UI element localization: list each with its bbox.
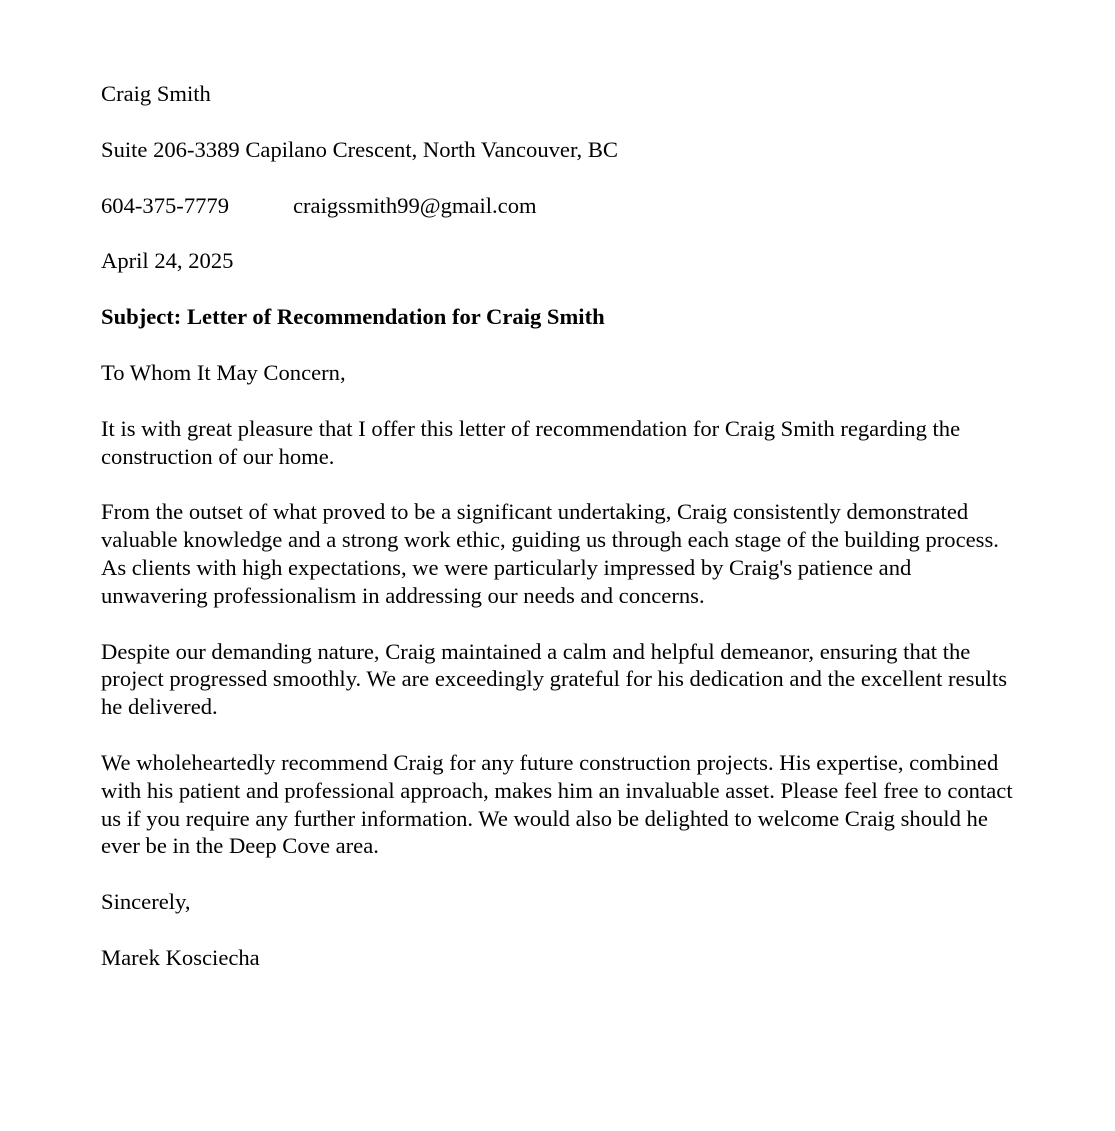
letter-document bbox=[101, 80, 1019, 972]
body-paragraph-4: We wholeheartedly recommend Craig for any future construction projects. His expertise, combined with his patient and professional approach, makes him an invaluable asset. Please feel free to contact us if you require any further information. We would also be delighted to welcome Craig should he ever be in the Deep Cove area. bbox=[101, 749, 1013, 859]
sender-address: Suite 206-3389 Capilano Crescent, North Vancouver, BC bbox=[101, 136, 618, 162]
sender-email: craigssmith99@gmail.com bbox=[293, 192, 537, 218]
sender-name: Craig Smith bbox=[101, 81, 211, 106]
sender-phone: 604-375-7779 bbox=[101, 192, 230, 218]
letter-signature: Marek Kosciecha bbox=[101, 944, 260, 970]
letter-date: April 24, 2025 bbox=[101, 248, 234, 274]
letter-subject: Subject: Letter of Recommendation for Craig Smith bbox=[101, 304, 605, 330]
body-paragraph-2: From the outset of what proved to be a significant undertaking, Craig consistently demonstrated valuable knowledge and a strong work ethic, guiding us through each stage of the building process. As clients with high expectations, we were particularly impressed by Craig's patience and unwavering professionalism in addressing our needs and concerns. bbox=[101, 499, 999, 608]
body-paragraph-3: Despite our demanding nature, Craig maintained a calm and helpful demeanor, ensuring that the project progressed smoothly. We are exceedingly grateful for his dedication and the excellent results he delivered. bbox=[101, 638, 1008, 720]
body-paragraph-1: It is with great pleasure that I offer this letter of recommendation for Craig Smith regarding the construction of our home. bbox=[101, 415, 961, 469]
letter-closing: Sincerely, bbox=[101, 889, 191, 915]
sender-contact-line bbox=[101, 192, 1019, 220]
letter-salutation: To Whom It May Concern, bbox=[101, 359, 346, 385]
